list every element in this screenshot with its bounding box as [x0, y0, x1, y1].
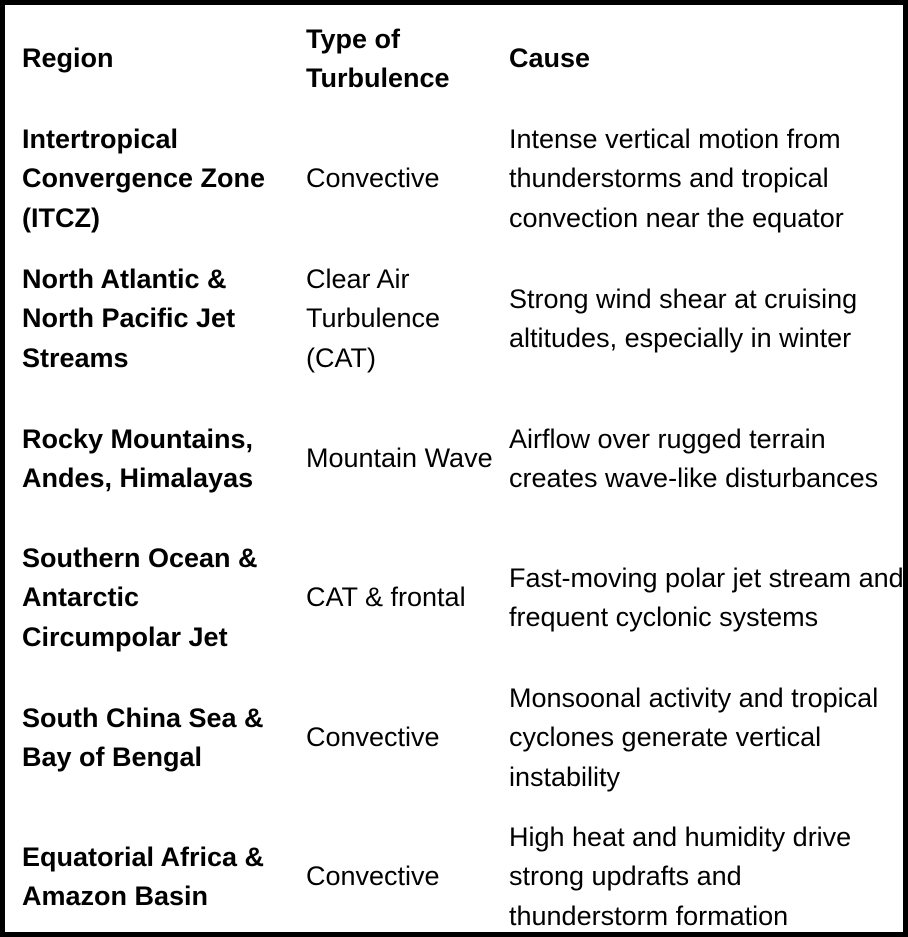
cause-cell: High heat and humidity drive strong updrafts and thunderstorm formation: [509, 821, 852, 931]
type-cell: CAT & frontal: [306, 582, 466, 613]
table-row: [5, 119, 908, 239]
header-type: Type of Turbulence: [306, 23, 450, 93]
type-cell: Mountain Wave: [306, 443, 493, 474]
cause-cell: Airflow over rugged terrain creates wave-like disturbances: [509, 423, 879, 493]
region-cell: Rocky Mountains, Andes, Himalayas: [22, 423, 254, 493]
header-cause: Cause: [509, 43, 591, 74]
region-cell: North Atlantic & North Pacific Jet Streams: [22, 263, 236, 373]
table-row: [5, 538, 908, 658]
type-cell: Clear Air Turbulence (CAT): [306, 263, 441, 373]
type-cell: Convective: [306, 722, 440, 753]
region-cell: Southern Ocean & Antarctic Circumpolar Jet: [22, 542, 258, 652]
table-row: [5, 259, 908, 379]
table-row: [5, 678, 908, 798]
header-region: Region: [22, 43, 114, 74]
region-cell: South China Sea & Bay of Bengal: [22, 702, 264, 772]
table-row: [5, 817, 908, 937]
cause-cell: Fast-moving polar jet stream and frequent cyclonic systems: [509, 562, 904, 632]
region-cell: Equatorial Africa & Amazon Basin: [22, 841, 265, 911]
region-cell: Intertropical Convergence Zone (ITCZ): [22, 123, 266, 233]
cause-cell: Monsoonal activity and tropical cyclones generate vertical instability: [509, 682, 879, 792]
type-cell: Convective: [306, 163, 440, 194]
cause-cell: Strong wind shear at cruising altitudes, especially in winter: [509, 283, 858, 353]
table-row: [5, 399, 908, 519]
cause-cell: Intense vertical motion from thunderstorms and tropical convection near the equator: [509, 123, 844, 233]
type-cell: Convective: [306, 861, 440, 892]
table-header-row: [5, 19, 908, 99]
